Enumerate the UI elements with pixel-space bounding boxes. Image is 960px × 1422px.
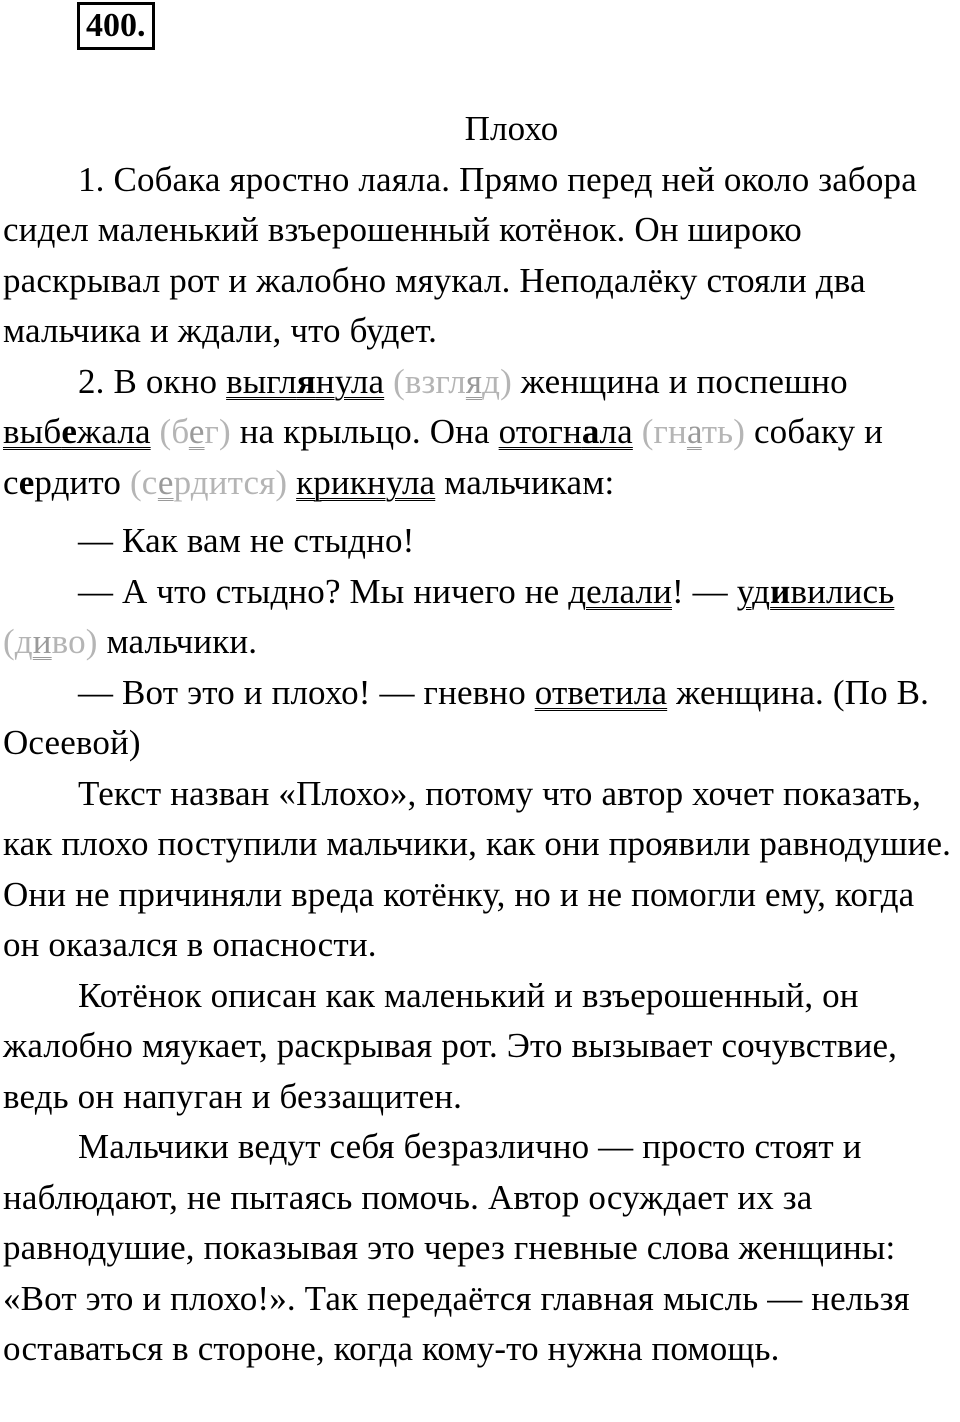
- check-word-divo: (диво): [3, 622, 98, 661]
- verb-otvetila: ответила: [534, 672, 668, 712]
- paragraph-3: Текст назван «Плохо», потому что автор хочет показать, как плохо поступили мальчики, как они проявили равнодушие. Они не причиняли вреда котёнку, но и не помогли ему, когда он оказался в опасности.: [3, 773, 952, 964]
- verb-kriknula: крикнула: [296, 462, 436, 502]
- dialogue-line-2: — А что стыдно? Мы ничего не делали! — удивились (диво) мальчики.: [3, 571, 895, 661]
- paragraph-4: Котёнок описан как маленький и взъерошенный, он жалобно мяукает, раскрывая рот. Это вызывает сочувствие, ведь он напуган и беззащитен.: [3, 975, 898, 1116]
- check-word-beg: (бег): [159, 412, 231, 451]
- text-title: Плохо: [464, 109, 559, 148]
- verb-delali: делали: [568, 571, 672, 611]
- dialogue-line-1: — Как вам не стыдно!: [78, 521, 415, 560]
- paragraph-5: Мальчики ведут себя безразлично — просто стоят и наблюдают, не пытаясь помочь. Автор осуждает их за равнодушие, показывая это через гневные слова женщины: «Вот это и плохо!». Так передаётся главная мысль — нельзя оставаться в стороне, когда кому-то нужна помощь.: [3, 1127, 910, 1368]
- paragraph-1: 1. Собака яростно лаяла. Прямо перед ней около забора сидел маленький взъерошенный котёнок. Он широко раскрывал рот и жалобно мяукал. Неподалёку стояли два мальчика и ждали, что будет.: [3, 159, 917, 350]
- check-word-serditsya: (сердится): [129, 462, 288, 502]
- check-word-gnat: (гнать): [641, 412, 746, 451]
- task-number: 400.: [77, 2, 155, 50]
- verb-udivilis: удивились: [736, 571, 895, 611]
- paragraph-2: 2. В окно выглянула (взгляд) женщина и поспешно выбежала (бег) на крыльцо. Она отогнала (гнать) собаку и сердито (сердится) крикнула мальчикам:: [3, 361, 884, 502]
- dialogue-line-3: — Вот это и плохо! — гневно ответила женщина. (По В. Осеевой): [3, 672, 930, 762]
- document-body: [3, 104, 958, 1375]
- check-word-vzglyad: (взгляд): [393, 361, 512, 401]
- verb-vybezhala: выбежала: [3, 412, 151, 451]
- verb-otognala: отогнала: [498, 412, 633, 451]
- p2-start: 2. В окно: [78, 361, 227, 401]
- word-serdito: сердито: [3, 462, 122, 502]
- verb-vyglyanula: выглянула: [226, 361, 385, 401]
